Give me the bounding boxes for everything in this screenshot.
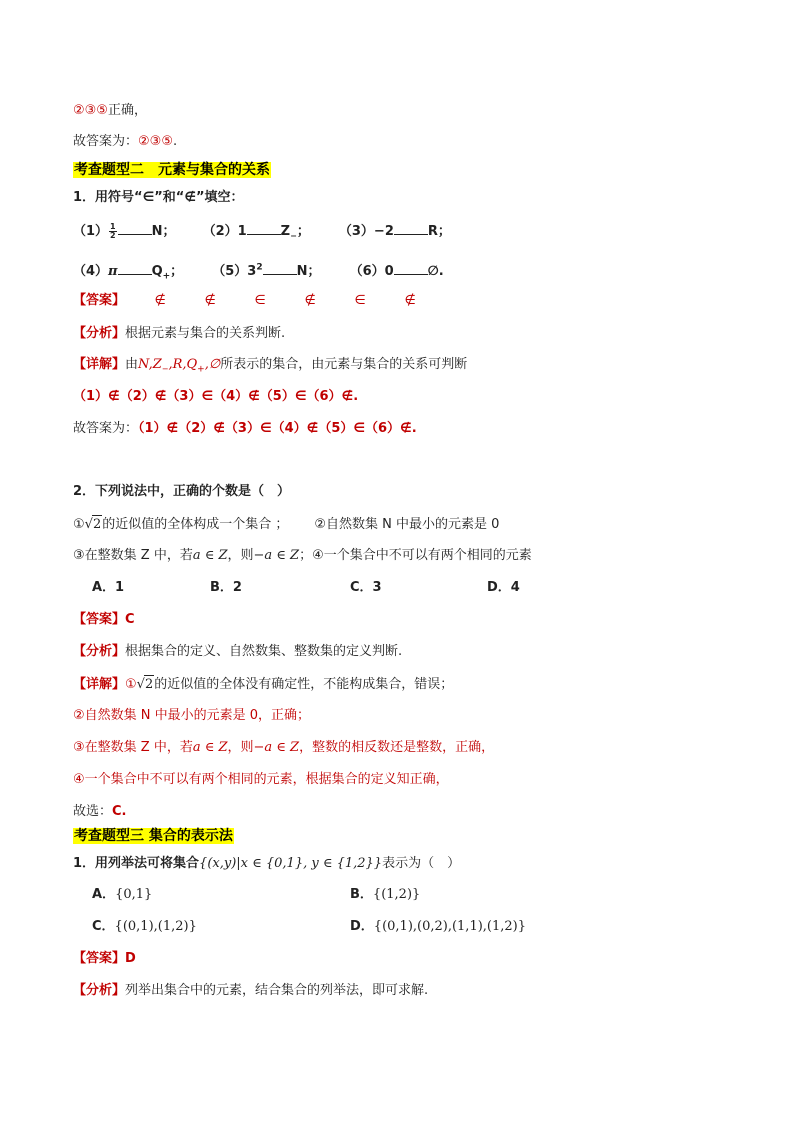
item-1-label: （1）	[73, 224, 109, 239]
s3-stem-pre: 1．用列举法可将集合	[73, 856, 200, 871]
s3-q1-option-b[interactable]	[350, 886, 420, 904]
detail-post: 所表示的集合，由元素与集合的关系可判断	[220, 357, 468, 372]
section-3-heading-line	[73, 827, 234, 846]
s2-q2-detail-1: 【详解】①√2的近似值的全体没有确定性，不能构成集合，错误；	[73, 677, 454, 692]
s2-q1-row2	[73, 262, 444, 281]
analysis-text: 列举出集合中的元素，结合集合的列举法，即可求解.	[125, 983, 429, 998]
fraction-denominator: 2	[110, 231, 116, 240]
analysis-text: 根据元素与集合的关系判断.	[125, 326, 286, 341]
s2-q2-s1-line: ①√2的近似值的全体构成一个集合 ； ②自然数集 N 中最小的元素是 0	[73, 517, 500, 532]
d3-mid: ，则	[227, 740, 254, 755]
intro-text-2: 故答案为：	[73, 134, 139, 149]
item-2-end: ；	[296, 224, 310, 239]
detail-label: 【详解】	[73, 357, 126, 372]
option-b-value: {(1,2)}	[372, 887, 421, 902]
analysis-text: 根据集合的定义、自然数集、整数集的定义判断.	[125, 644, 403, 659]
s2-q1-final	[73, 420, 417, 438]
s3-stem-post: 表示为（ ）	[382, 856, 461, 871]
s2-q1-stem: 1．用符号“∈”和“∉”填空：	[73, 190, 244, 205]
s1-text: 的近似值的全体构成一个集合 ；	[102, 517, 289, 532]
option-d-value: {(0,1),(0,2),(1,1),(1,2)}	[373, 919, 527, 934]
d3-pre: ③在整数集 Z 中，若	[73, 740, 193, 755]
section-3-heading: 考查题型三 集合的表示法	[74, 828, 233, 844]
s2-q2-analysis	[73, 643, 402, 661]
intro-answer: ②③⑤	[138, 134, 173, 149]
section-2-heading-line	[73, 161, 271, 180]
final-answer: （1）∉（2）∉（3）∈（4）∉（5）∈（6）∉.	[138, 421, 417, 436]
option-a-label: A．	[92, 887, 116, 902]
s2-q2-answer	[73, 611, 135, 629]
s3-stem-math: {(x,y)|x ∈ {0,1}, y ∈ {1,2}}	[199, 856, 383, 871]
intro-end: .	[172, 134, 178, 149]
detail-pre: 由	[125, 357, 139, 372]
d1-mark: ①	[125, 677, 137, 692]
s1-mark: ①	[73, 517, 85, 532]
analysis-label: 【分析】	[73, 983, 126, 998]
answer-symbol: ∉	[404, 293, 416, 308]
analysis-label: 【分析】	[73, 326, 126, 341]
s2-q2-option-c[interactable]: C．3	[350, 580, 382, 595]
answer-value: C	[125, 612, 135, 627]
detail-sets-2: ,R,Q	[168, 357, 198, 372]
answer-label: 【答案】	[73, 612, 126, 627]
detail-label: 【详解】	[73, 677, 126, 692]
s3-q1-analysis	[73, 982, 428, 1000]
item-4-sub: +	[162, 271, 171, 282]
s3-end: ；④一个集合中不可以有两个相同的元素	[299, 548, 532, 563]
s2-q1-detail: 【详解】由$N,Z_-,R,Q_+,\emptyset$所表示的集合，由元素与集合的关系可判断	[73, 357, 468, 375]
s2-q1-answer-line	[73, 292, 435, 310]
detail-empty-set: ,∅	[204, 357, 221, 372]
blank-2[interactable]	[247, 222, 281, 235]
d3-math-2: −a ∈ Z	[253, 740, 300, 755]
detail-sub: +	[197, 364, 205, 375]
s2-q2-option-a[interactable]: A．1	[92, 580, 125, 595]
answer-symbol: ∉	[154, 293, 166, 308]
item-4-end: ；	[170, 264, 184, 279]
answer-label: 【答案】	[73, 951, 126, 966]
detail-sets: N,Z	[138, 357, 162, 372]
pi-symbol: π	[108, 264, 118, 279]
sqrt-radicand: 2	[92, 517, 102, 532]
s3-q1-stem	[73, 855, 460, 873]
intro-line-2	[73, 133, 177, 151]
final-pre: 故答案为：	[73, 421, 139, 436]
fraction-half	[109, 223, 117, 240]
answer-symbols	[129, 293, 435, 308]
final-pre: 故选：	[73, 804, 113, 819]
s3-math-2: −a ∈ Z	[253, 548, 300, 563]
s2-q2-detail-3	[73, 739, 494, 757]
option-d-label: D．	[350, 919, 374, 934]
s2-q2-detail-4: ④一个集合中不可以有两个相同的元素，根据集合的定义知正确，	[73, 772, 449, 787]
blank-3[interactable]	[394, 222, 428, 235]
s3-q1-option-a[interactable]	[92, 886, 152, 904]
item-2-label: （2）1	[202, 224, 247, 239]
sqrt-radicand: 2	[144, 677, 154, 692]
item-6-label: （6）0	[349, 264, 394, 279]
item-5-sup: 2	[256, 262, 263, 273]
answer-symbol: ∉	[204, 293, 216, 308]
s2-q2-final	[73, 803, 127, 821]
s3-mid: ，则	[227, 548, 254, 563]
s2-q2-stem: 2．下列说法中，正确的个数是（ ）	[73, 484, 291, 499]
section-2-heading: 考查题型二 元素与集合的关系	[74, 162, 270, 178]
item-3-set: R；	[427, 224, 451, 239]
item-3-label: （3）−2	[338, 224, 394, 239]
analysis-label: 【分析】	[73, 644, 126, 659]
blank-4[interactable]	[118, 262, 152, 275]
option-c-label: C．	[92, 919, 115, 934]
item-2-set: Z	[280, 224, 291, 239]
fraction-numerator: 1	[110, 222, 116, 231]
s2-q2-s3-line	[73, 547, 532, 565]
intro-line-1	[73, 102, 147, 120]
s2-q1-detail-2: （1）∉（2）∉（3）∈（4）∉（5）∈（6）∉.	[73, 389, 359, 404]
final-answer: C.	[112, 804, 127, 819]
item-4-set: Q	[151, 264, 163, 279]
blank-1[interactable]	[118, 222, 152, 235]
s2-q2-detail-2: ②自然数集 N 中最小的元素是 0，正确；	[73, 708, 311, 723]
answer-symbol: ∈	[254, 293, 266, 308]
option-c-value: {(0,1),(1,2)}	[114, 919, 197, 934]
s2-text: ②自然数集 N 中最小的元素是 0	[314, 517, 500, 532]
item-5-set: N；	[296, 264, 321, 279]
s3-q1-option-d[interactable]	[350, 918, 526, 936]
item-6-set: ∅.	[427, 264, 444, 279]
s2-q1-row1: $(1)\frac{1}{2}$ N； （2）1 $Z_-$； （3）−2 R；	[73, 222, 451, 241]
intro-text-1: 正确，	[107, 103, 147, 118]
s3-math-1: a ∈ Z	[192, 548, 228, 563]
d3-end: ，整数的相反数还是整数，正确，	[299, 740, 495, 755]
blank-5[interactable]	[263, 262, 297, 275]
s2-q1-analysis	[73, 325, 285, 343]
s3-q1-answer	[73, 950, 136, 968]
d1-text: 的近似值的全体没有确定性，不能构成集合，错误；	[154, 677, 454, 692]
option-a-value: {0,1}	[115, 887, 153, 902]
s2-q2-option-b[interactable]: B．2	[210, 580, 242, 595]
s2-q2-option-d[interactable]: D．4	[487, 580, 520, 595]
d3-math-1: a ∈ Z	[192, 740, 228, 755]
item-5-label: （5）3	[212, 264, 257, 279]
blank-6[interactable]	[394, 262, 428, 275]
answer-label: 【答案】	[73, 293, 126, 308]
item-4-label: （4）	[73, 264, 109, 279]
s3-pre: ③在整数集 Z 中，若	[73, 548, 193, 563]
correct-statements: ②③⑤	[73, 103, 108, 118]
option-b-label: B．	[350, 887, 373, 902]
answer-value: D	[125, 951, 136, 966]
answer-symbol: ∉	[304, 293, 316, 308]
s3-q1-option-c[interactable]	[92, 918, 197, 936]
answer-symbol: ∈	[354, 293, 366, 308]
item-1-set: N；	[151, 224, 176, 239]
